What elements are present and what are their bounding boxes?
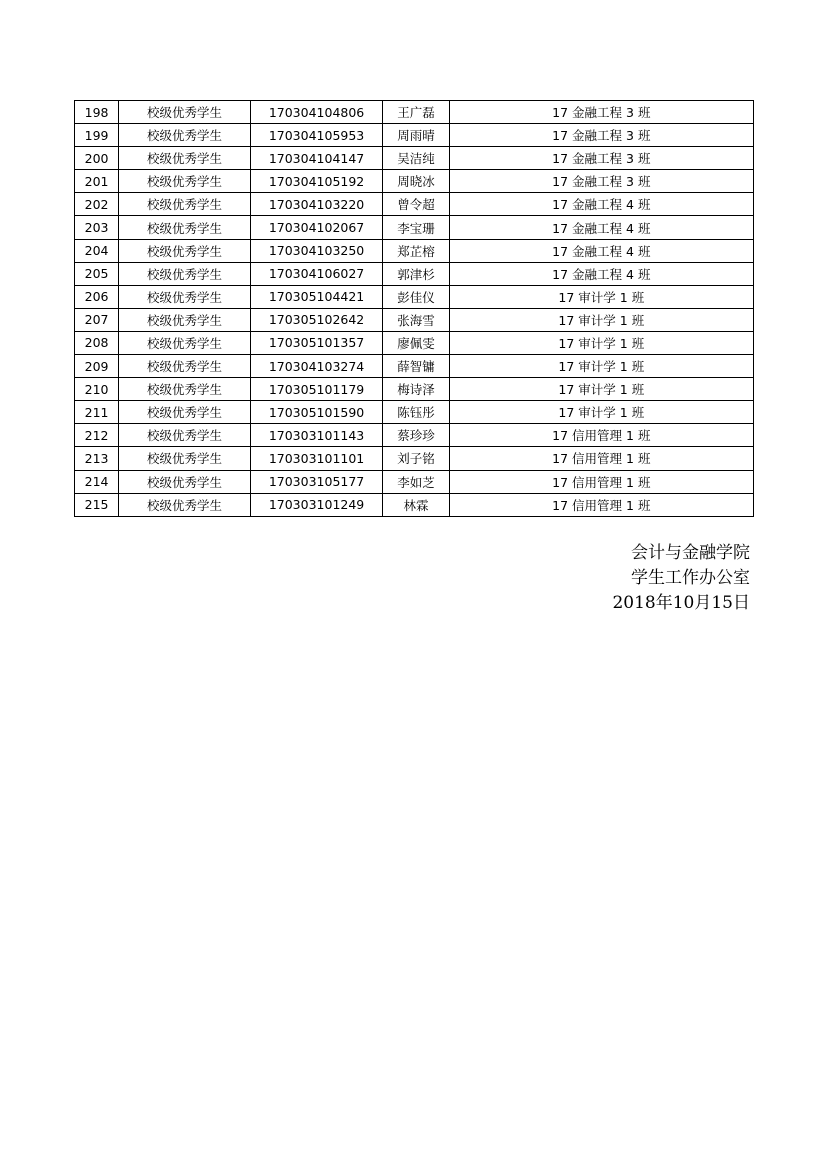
row-number: 213 — [75, 447, 119, 470]
student-name: 曾令超 — [383, 193, 449, 216]
award-type: 校级优秀学生 — [119, 147, 251, 170]
student-id: 170303101143 — [250, 424, 383, 447]
table-row — [75, 147, 754, 170]
student-name: 林霖 — [383, 493, 449, 516]
student-name: 彭佳仪 — [383, 285, 449, 308]
table-row — [75, 193, 754, 216]
table-row — [75, 308, 754, 331]
table-row — [75, 401, 754, 424]
table-row — [75, 170, 754, 193]
row-number: 209 — [75, 355, 119, 378]
student-name: 王广磊 — [383, 101, 449, 124]
class-name: 17 金融工程 4 班 — [449, 193, 753, 216]
class-name: 17 金融工程 3 班 — [449, 170, 753, 193]
row-number: 202 — [75, 193, 119, 216]
student-name: 梅诗泽 — [383, 378, 449, 401]
student-id: 170305101357 — [250, 331, 383, 354]
row-number: 207 — [75, 308, 119, 331]
student-name: 陈钰彤 — [383, 401, 449, 424]
table-row — [75, 355, 754, 378]
office-name: 学生工作办公室 — [631, 568, 750, 588]
student-id: 170304105192 — [250, 170, 383, 193]
student-name: 郑芷榕 — [383, 239, 449, 262]
class-name: 17 审计学 1 班 — [449, 285, 753, 308]
row-number: 212 — [75, 424, 119, 447]
student-id: 170304106027 — [250, 262, 383, 285]
class-name: 17 金融工程 3 班 — [449, 101, 753, 124]
student-name: 薛智镛 — [383, 355, 449, 378]
class-name: 17 信用管理 1 班 — [449, 424, 753, 447]
college-name: 会计与金融学院 — [631, 543, 750, 563]
class-name: 17 金融工程 4 班 — [449, 262, 753, 285]
class-name: 17 审计学 1 班 — [449, 308, 753, 331]
student-id: 170305104421 — [250, 285, 383, 308]
student-id: 170303101249 — [250, 493, 383, 516]
row-number: 203 — [75, 216, 119, 239]
student-id: 170304104147 — [250, 147, 383, 170]
row-number: 215 — [75, 493, 119, 516]
table-row — [75, 239, 754, 262]
student-id: 170304103274 — [250, 355, 383, 378]
award-type: 校级优秀学生 — [119, 355, 251, 378]
class-name: 17 信用管理 1 班 — [449, 470, 753, 493]
table-row — [75, 262, 754, 285]
student-name: 吴洁纯 — [383, 147, 449, 170]
student-name: 蔡珍珍 — [383, 424, 449, 447]
class-name: 17 信用管理 1 班 — [449, 493, 753, 516]
student-name: 郭津杉 — [383, 262, 449, 285]
student-id: 170304102067 — [250, 216, 383, 239]
table-row — [75, 101, 754, 124]
row-number: 205 — [75, 262, 119, 285]
class-name: 17 金融工程 3 班 — [449, 147, 753, 170]
award-type: 校级优秀学生 — [119, 424, 251, 447]
class-name: 17 信用管理 1 班 — [449, 447, 753, 470]
student-id: 170303101101 — [250, 447, 383, 470]
award-type: 校级优秀学生 — [119, 124, 251, 147]
student-name: 周雨晴 — [383, 124, 449, 147]
award-type: 校级优秀学生 — [119, 285, 251, 308]
award-list-table — [74, 100, 754, 517]
award-list-body — [75, 101, 754, 517]
class-name: 17 审计学 1 班 — [449, 331, 753, 354]
row-number: 201 — [75, 170, 119, 193]
student-id: 170305102642 — [250, 308, 383, 331]
award-type: 校级优秀学生 — [119, 262, 251, 285]
student-id: 170305101179 — [250, 378, 383, 401]
student-name: 廖佩雯 — [383, 331, 449, 354]
award-type: 校级优秀学生 — [119, 401, 251, 424]
student-name: 李宝珊 — [383, 216, 449, 239]
row-number: 200 — [75, 147, 119, 170]
class-name: 17 金融工程 3 班 — [449, 124, 753, 147]
student-id: 170304104806 — [250, 101, 383, 124]
student-id: 170303105177 — [250, 470, 383, 493]
table-row — [75, 493, 754, 516]
row-number: 208 — [75, 331, 119, 354]
student-name: 刘子铭 — [383, 447, 449, 470]
award-type: 校级优秀学生 — [119, 216, 251, 239]
table-row — [75, 216, 754, 239]
award-type: 校级优秀学生 — [119, 331, 251, 354]
class-name: 17 金融工程 4 班 — [449, 239, 753, 262]
row-number: 204 — [75, 239, 119, 262]
student-id: 170305101590 — [250, 401, 383, 424]
student-id: 170304105953 — [250, 124, 383, 147]
row-number: 206 — [75, 285, 119, 308]
table-row — [75, 331, 754, 354]
award-type: 校级优秀学生 — [119, 239, 251, 262]
student-id: 170304103250 — [250, 239, 383, 262]
row-number: 210 — [75, 378, 119, 401]
table-row — [75, 285, 754, 308]
student-id: 170304103220 — [250, 193, 383, 216]
student-name: 张海雪 — [383, 308, 449, 331]
row-number: 211 — [75, 401, 119, 424]
award-type: 校级优秀学生 — [119, 308, 251, 331]
table-row — [75, 378, 754, 401]
award-type: 校级优秀学生 — [119, 493, 251, 516]
row-number: 198 — [75, 101, 119, 124]
issue-date: 2018年10月15日 — [612, 593, 750, 613]
award-type: 校级优秀学生 — [119, 470, 251, 493]
class-name: 17 审计学 1 班 — [449, 355, 753, 378]
table-row — [75, 424, 754, 447]
award-type: 校级优秀学生 — [119, 193, 251, 216]
student-name: 李如芝 — [383, 470, 449, 493]
table-row — [75, 124, 754, 147]
signature-block — [600, 541, 750, 616]
class-name: 17 审计学 1 班 — [449, 401, 753, 424]
class-name: 17 金融工程 4 班 — [449, 216, 753, 239]
table-row — [75, 470, 754, 493]
student-name: 周晓冰 — [383, 170, 449, 193]
award-type: 校级优秀学生 — [119, 378, 251, 401]
table-row — [75, 447, 754, 470]
award-type: 校级优秀学生 — [119, 170, 251, 193]
class-name: 17 审计学 1 班 — [449, 378, 753, 401]
award-type: 校级优秀学生 — [119, 101, 251, 124]
row-number: 199 — [75, 124, 119, 147]
award-type: 校级优秀学生 — [119, 447, 251, 470]
row-number: 214 — [75, 470, 119, 493]
